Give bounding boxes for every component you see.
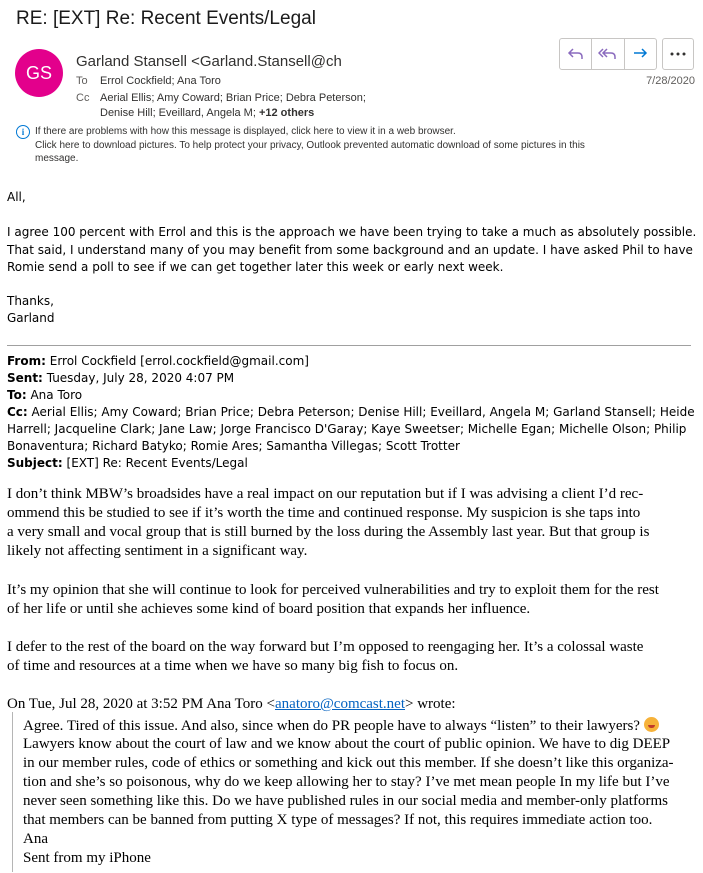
forward-icon — [631, 47, 649, 61]
sender-name[interactable]: Garland Stansell <Garland.Stansell@ch — [76, 53, 342, 70]
quote-email-link[interactable]: anatoro@comcast.net — [275, 696, 406, 712]
errol-paragraph-line: It’s my opinion that she will continue to look for perceived vulnerabilities and try to exploit them for the rest — [7, 582, 659, 598]
quote-footer: Sent from my iPhone — [23, 850, 151, 866]
errol-paragraph-line: a very small and vocal group that is still burned by the loss during the Assembly last year. But that group is — [7, 524, 650, 540]
quote-line — [23, 717, 659, 735]
fwd-from-value: Errol Cockfield [errol.cockfield@gmail.com] — [49, 354, 309, 368]
quote-intro-suffix: > wrote: — [405, 696, 456, 712]
sender-avatar[interactable]: GS — [15, 49, 63, 97]
fwd-to-value: Ana Toro — [30, 388, 83, 402]
info-download-pictures-cont: message. — [35, 153, 79, 164]
quote-line: Lawyers know about the court of law and we know about the court of public opinion. We have to dig DEEP — [23, 736, 671, 752]
email-subject: RE: [EXT] Re: Recent Events/Legal — [16, 8, 316, 29]
more-actions-button[interactable] — [662, 38, 694, 70]
errol-paragraph-line: of her life or until she achieves some kind of board position that expands her influence. — [7, 601, 531, 617]
reply-icon — [567, 47, 585, 61]
info-icon: i — [16, 125, 30, 139]
more-icon — [670, 52, 686, 56]
fwd-from — [7, 354, 309, 368]
errol-paragraph-line: ommend this be studied to see if it’s worth the time and continued response. My suspicion is she taps into — [7, 505, 641, 521]
quote-line: that members can be banned from putting X type of messages? If not, this requires immediate action too. — [23, 812, 653, 828]
cc-label: Cc — [76, 92, 90, 104]
reply-paragraph-line: I agree 100 percent with Errol and this is the approach we have been trying to take a much as absolutely possible. — [7, 225, 697, 239]
forward-button[interactable] — [625, 39, 656, 69]
fwd-subject — [7, 456, 248, 470]
reply-button[interactable] — [560, 39, 592, 69]
quote-intro-prefix: On Tue, Jul 28, 2020 at 3:52 PM Ana Toro < — [7, 696, 275, 712]
info-browser-link[interactable]: If there are problems with how this message is displayed, click here to view it in a web browser. — [35, 126, 456, 137]
fwd-subject-label: Subject: — [7, 456, 63, 470]
quote-line: tion and she’s so poisonous, why do we keep allowing her to stay? I’ve met mean people In my life but I’ve — [23, 774, 670, 790]
fwd-cc-label: Cc: — [7, 405, 28, 419]
quote-line: never seen something like this. Do we have published rules in our social media and member-only platforms — [23, 793, 668, 809]
fwd-cc — [7, 405, 695, 419]
quote-bar — [12, 712, 13, 872]
fwd-to-label: To: — [7, 388, 27, 402]
winking-face-emoji-icon — [644, 717, 659, 732]
errol-paragraph-line: likely not affecting sentiment in a significant way. — [7, 543, 308, 559]
fwd-to — [7, 388, 82, 402]
errol-paragraph-line: of time and resources at a time when we have so many big fish to focus on. — [7, 658, 459, 674]
sent-date: 7/28/2020 — [646, 75, 695, 87]
quote-intro — [7, 696, 456, 713]
reply-paragraph-line: That said, I understand many of you may benefit from some background and an update. I have asked Phil to have — [7, 243, 693, 257]
cc-recipients-line2[interactable] — [100, 107, 314, 119]
to-recipients[interactable]: Errol Cockfield; Ana Toro — [100, 75, 221, 87]
fwd-cc-line: Harrell; Jacqueline Clark; Jane Law; Jorge Francisco D'Garay; Kaye Sweetser; Michelle Egan; Michelle Olson; Philip — [7, 422, 687, 436]
cc-more-link[interactable]: +12 others — [258, 107, 315, 119]
fwd-from-label: From: — [7, 354, 46, 368]
reply-all-button[interactable] — [592, 39, 624, 69]
to-label: To — [76, 75, 88, 87]
reply-thanks: Thanks, — [7, 294, 54, 308]
message-divider — [7, 345, 691, 346]
quote-line: in our member rules, code of ethics or something and kick out this member. If she doesn’t like this organiza- — [23, 755, 674, 771]
fwd-cc-value: Aerial Ellis; Amy Coward; Brian Price; Debra Peterson; Denise Hill; Eveillard, Angela M; Garland Stansell; Heide — [31, 405, 695, 419]
info-download-pictures[interactable]: Click here to download pictures. To help protect your privacy, Outlook prevented automatic download of some pictures in this — [35, 140, 585, 151]
fwd-subject-value: [EXT] Re: Recent Events/Legal — [66, 456, 248, 470]
reply-action-group — [559, 38, 657, 70]
quote-line-text: Agree. Tired of this issue. And also, since when do PR people have to always “listen” to their lawyers? — [23, 718, 640, 734]
fwd-sent-label: Sent: — [7, 371, 43, 385]
errol-paragraph-line: I don’t think MBW’s broadsides have a real impact on our reputation but if I was advising a client I’d rec- — [7, 486, 644, 502]
reply-greeting: All, — [7, 190, 26, 204]
reply-signature: Garland — [7, 311, 55, 325]
cc-recipients-line2-text: Denise Hill; Eveillard, Angela M; — [100, 107, 256, 119]
reply-all-icon — [598, 47, 618, 61]
quote-signature: Ana — [23, 831, 48, 847]
fwd-cc-line: Bonaventura; Richard Batyko; Romie Ares; Samantha Villegas; Scott Trotter — [7, 439, 460, 453]
cc-recipients-line1[interactable]: Aerial Ellis; Amy Coward; Brian Price; Debra Peterson; — [100, 92, 366, 104]
errol-paragraph-line: I defer to the rest of the board on the way forward but I’m opposed to reengaging her. It’s a colossal waste — [7, 639, 644, 655]
fwd-sent — [7, 371, 234, 385]
reply-paragraph-line: Romie send a poll to see if we can get together later this week or early next week. — [7, 260, 504, 274]
fwd-sent-value: Tuesday, July 28, 2020 4:07 PM — [46, 371, 235, 385]
